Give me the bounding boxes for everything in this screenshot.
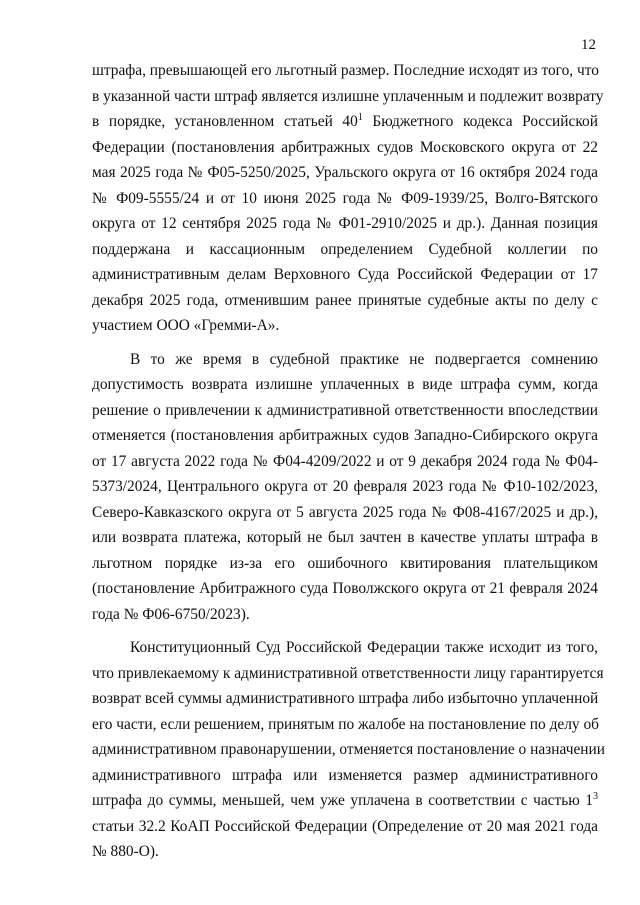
body-text — [92, 58, 605, 865]
paragraph-line: (постановление Арбитражного суда Поволжского округа от 21 февраля 2024 — [92, 580, 598, 597]
paragraph-line: Конституционный Суд Российской Федерации также исходит из того, — [130, 639, 598, 656]
paragraph-line: в указанной части штраф является излишне уплаченным и подлежит возврату — [92, 87, 604, 105]
paragraph-line: штрафа, превышающей его льготный размер. Последние исходят из того, что — [92, 62, 599, 79]
paragraph-line: допустимость возврата излишне уплаченных в виде штрафа сумм, когда — [92, 376, 598, 393]
line-text: Бюджетного кодекса Российской — [362, 113, 598, 130]
paragraph-line: № 880-О). — [92, 843, 159, 860]
paragraph-line: В то же время в судебной практике не подвергается сомнению — [130, 350, 598, 368]
paragraph-line: от 17 августа 2022 года № Ф04-4209/2022 и от 9 декабря 2024 года № Ф04- — [92, 452, 598, 470]
paragraph-line: решение о привлечении к административной ответственности впоследствии — [92, 401, 598, 419]
paragraph-line: округа от 12 сентября 2025 года № Ф01-2910/2025 и др.). Данная позиция — [92, 215, 598, 232]
paragraph-gap — [92, 339, 598, 347]
paragraph-line: № Ф09-5555/24 и от 10 июня 2025 года № Ф09-1939/25, Волго-Вятского — [92, 189, 598, 207]
line-text: штрафа до суммы, меньшей, чем уже уплачена в соответствии с частью 1 — [92, 792, 593, 809]
paragraph-line: участием ООО «Гремми-А». — [92, 317, 280, 334]
paragraph-line: статьи 32.2 КоАП Российской Федерации (Определение от 20 мая 2021 года — [92, 817, 598, 835]
paragraph-line: или возврата платежа, который не был зачтен в качестве уплаты штрафа в — [92, 529, 598, 546]
paragraph-line: 5373/2024, Центрального округа от 20 февраля 2023 года № Ф10-102/2023, — [92, 478, 598, 495]
line-text: в порядке, установленном статьей 40 — [92, 113, 358, 130]
page-number: 12 — [581, 37, 596, 53]
paragraph-line: отменяется (постановления арбитражных судов Западно-Сибирского округа — [92, 427, 598, 444]
paragraph-line: административном правонарушении, отменяется постановление о назначении — [92, 741, 605, 758]
paragraph-line: его части, если решением, принятым по жалобе на постановление по делу об — [92, 715, 599, 733]
paragraph-line: административным делам Верховного Суда Российской Федерации от 17 — [92, 266, 598, 283]
paragraph-line: Федерации (постановления арбитражных судов Московского округа от 22 — [92, 138, 598, 156]
paragraph-line: декабря 2025 года, отменившим ранее принятые судебные акты по делу с — [92, 291, 598, 309]
superscript: 1 — [357, 111, 363, 123]
paragraph-line: что привлекаемому к административной ответственности лицу гарантируется — [92, 664, 604, 682]
paragraph-line: поддержана и кассационным определением Судебной коллегии по — [92, 240, 598, 258]
paragraph-gap — [92, 627, 598, 635]
paragraph-line: года № Ф06-6750/2023). — [92, 605, 250, 623]
paragraph-line: Северо-Кавказского округа от 5 августа 2025 года № Ф08-4167/2025 и др.), — [92, 503, 598, 521]
paragraph-line — [92, 788, 598, 814]
paragraph-line: административного штрафа или изменяется размер административного — [92, 766, 598, 784]
paragraph-line: возврат всей суммы административного штрафа либо избыточно уплаченной — [92, 690, 599, 707]
superscript: 3 — [593, 790, 598, 802]
paragraph-line — [92, 109, 598, 135]
paragraph-line: льготном порядке из-за его ошибочного квитирования плательщиком — [92, 554, 598, 572]
paragraph-line: мая 2025 года № Ф05-5250/2025, Уральского округа от 16 октября 2024 года — [92, 164, 598, 181]
